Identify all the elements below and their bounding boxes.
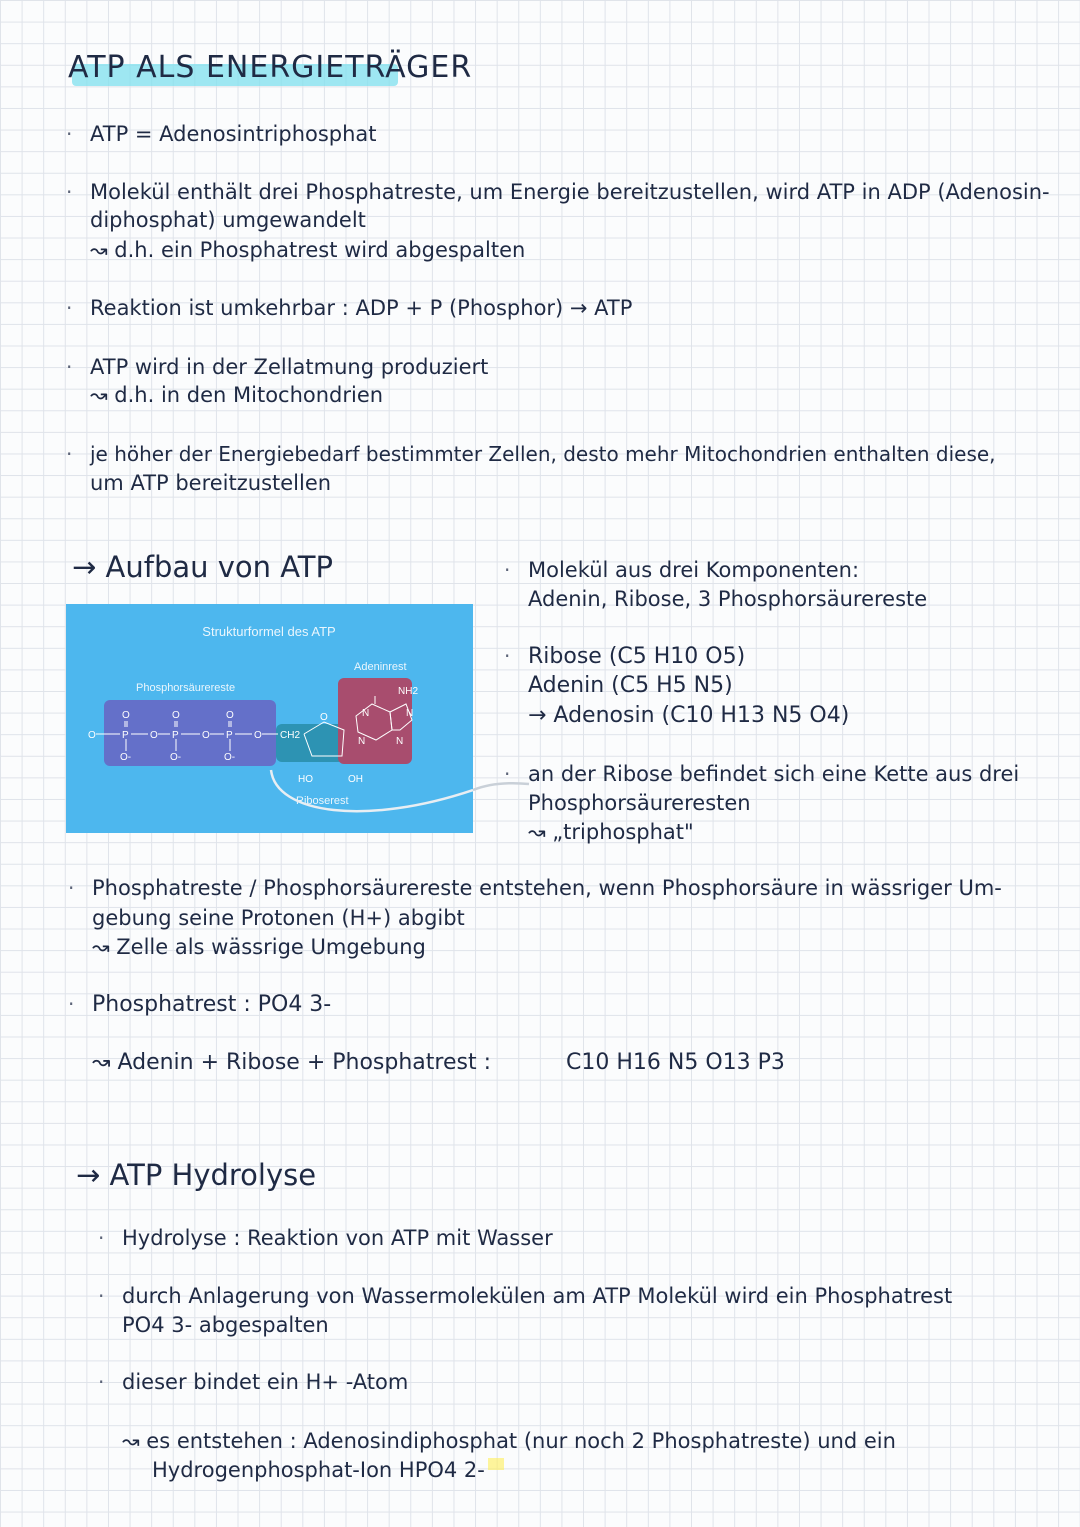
bullet-energiebedarf-cont: um ATP bereitzustellen xyxy=(90,471,332,495)
bullet-anlagerung: · durch Anlagerung von Wassermolekülen am ATP Molekül wird ein Phosphatrest xyxy=(98,1284,953,1308)
bullet-atp-definition: · ATP = Adenosintriphosphat xyxy=(66,122,377,146)
bullet-komponenten: · Molekül aus drei Komponenten: xyxy=(504,558,860,582)
svg-text:O: O xyxy=(226,710,234,721)
note-mitochondrien: ↝ d.h. in den Mitochondrien xyxy=(90,383,384,407)
svg-text:O-: O- xyxy=(170,752,182,763)
bullet-kette: · an der Ribose befindet sich eine Kette aus drei xyxy=(504,762,1020,786)
anlagerung-cont: PO4 3- abgespalten xyxy=(122,1313,329,1337)
svg-text:O-: O- xyxy=(120,752,132,763)
svg-text:P: P xyxy=(122,730,129,741)
bullet-molecule: · Molekül enthält drei Phosphatreste, um Energie bereitzustellen, wird ATP in ADP (Adenosin- xyxy=(66,180,1050,204)
svg-text:OH: OH xyxy=(348,774,363,785)
atp-formula: C10 H16 N5 O13 P3 xyxy=(566,1050,785,1075)
svg-text:P: P xyxy=(172,730,179,741)
label-phosphate: Phosphorsäurereste xyxy=(136,682,236,694)
heading-aufbau: → Aufbau von ATP xyxy=(72,550,334,584)
svg-text:N: N xyxy=(406,708,414,719)
label-ribose: Riboserest xyxy=(296,795,349,807)
heading-hydrolyse: → ATP Hydrolyse xyxy=(76,1158,317,1192)
label-adenine: Adeninrest xyxy=(354,661,407,673)
highlight-2minus xyxy=(488,1458,504,1470)
svg-text:O: O xyxy=(320,712,328,723)
svg-text:P: P xyxy=(226,730,233,741)
atp-structure-diagram xyxy=(66,604,473,833)
phosphatreste-cont: gebung seine Protonen (H+) abgibt xyxy=(92,906,465,930)
svg-text:O: O xyxy=(202,730,210,741)
svg-text:O: O xyxy=(150,730,158,741)
bullet-molecule-cont: diphosphat) umgewandelt xyxy=(90,208,366,232)
diagram-title: Strukturformel des ATP xyxy=(202,624,336,639)
svg-text:N: N xyxy=(396,736,404,747)
svg-text:O: O xyxy=(254,730,262,741)
bullet-phosphatreste: · Phosphatreste / Phosphorsäurereste entstehen, wenn Phosphorsäure in wässriger Um- xyxy=(68,876,1002,900)
adenin-formula: Adenin (C5 H5 N5) xyxy=(528,673,733,698)
bullet-reaction: · Reaktion ist umkehrbar : ADP + P (Phosphor) → ATP xyxy=(66,296,633,320)
sum-line: ↝ Adenin + Ribose + Phosphatrest : xyxy=(92,1050,491,1075)
bullet-h-atom: · dieser bindet ein H+ -Atom xyxy=(98,1370,409,1394)
kette-cont: Phosphorsäureresten xyxy=(528,791,751,815)
bullet-zellatmung: · ATP wird in der Zellatmung produziert xyxy=(66,355,489,379)
svg-text:O: O xyxy=(88,730,96,741)
svg-text:CH2: CH2 xyxy=(280,730,301,741)
adenosin-formula: → Adenosin (C10 H13 N5 O4) xyxy=(528,703,850,728)
komponenten-list: Adenin, Ribose, 3 Phosphorsäurereste xyxy=(528,587,928,611)
note-triphosphat: ↝ „triphosphat" xyxy=(528,820,694,844)
svg-text:O: O xyxy=(172,710,180,721)
svg-text:N: N xyxy=(358,736,366,747)
bullet-phosphatrest-formula: · Phosphatrest : PO4 3- xyxy=(68,992,332,1017)
page-title: ATP ALS ENERGIETRÄGER xyxy=(68,50,473,85)
svg-text:NH2: NH2 xyxy=(398,686,419,697)
connector-arrow xyxy=(473,780,533,810)
svg-text:O: O xyxy=(122,710,130,721)
note-abgespalten: ↝ d.h. ein Phosphatrest wird abgespalten xyxy=(90,238,526,262)
result-line: ↝ es entstehen : Adenosindiphosphat (nur noch 2 Phosphatreste) und ein xyxy=(122,1429,896,1453)
svg-text:HO: HO xyxy=(298,774,313,785)
bullet-ribose: · Ribose (C5 H10 O5) xyxy=(504,644,746,669)
svg-text:O-: O- xyxy=(224,752,236,763)
bullet-energiebedarf: · je höher der Energiebedarf bestimmter Zellen, desto mehr Mitochondrien enthalten diese, xyxy=(66,442,996,466)
note-zelle: ↝ Zelle als wässrige Umgebung xyxy=(92,935,426,959)
svg-text:N: N xyxy=(362,708,370,719)
bullet-hydrolyse-def: · Hydrolyse : Reaktion von ATP mit Wasser xyxy=(98,1226,553,1250)
result-line-cont: Hydrogenphosphat-Ion HPO4 2- xyxy=(152,1458,485,1482)
